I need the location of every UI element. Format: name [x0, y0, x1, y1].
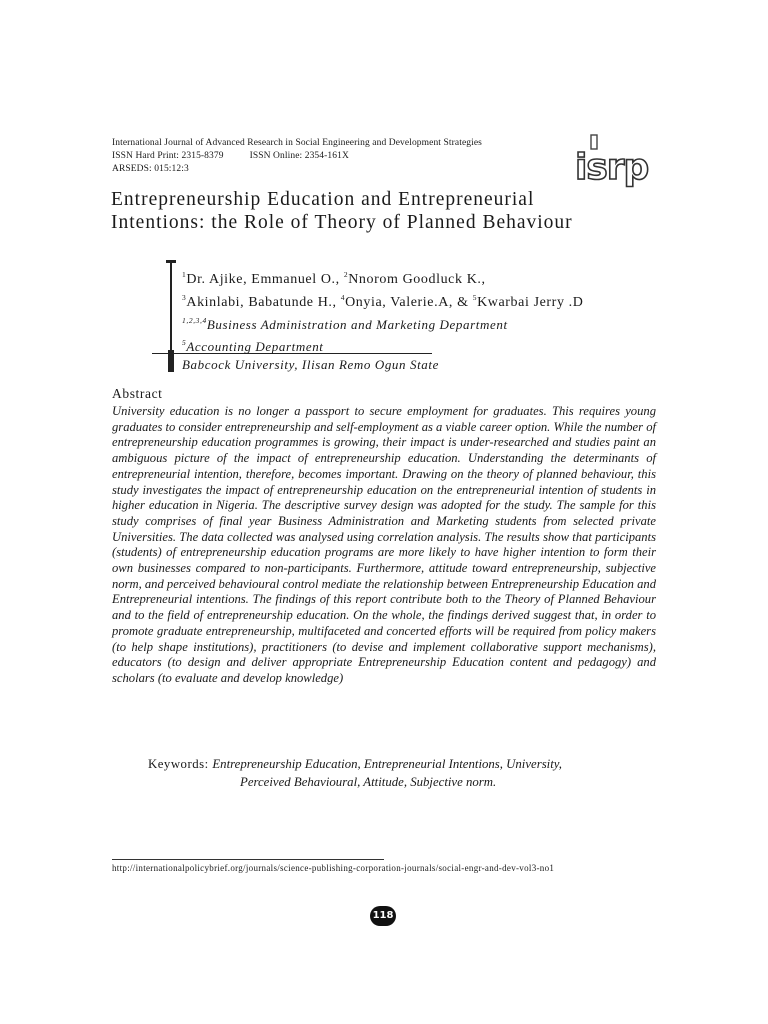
- logo-text: isrp: [575, 147, 649, 188]
- affiliation-text: Babcock University, Ilisan Remo Ogun State: [182, 357, 439, 372]
- page-number-badge: 118: [370, 906, 396, 926]
- isrp-logo: [573, 133, 661, 189]
- abstract-body: University education is no longer a passport to secure employment for graduates. This requires young graduates to consider entrepreneurship and self-employment as a viable career option. While the number of entrepreneurship education programmes is growing, their impact is under-researched and studies paint an ambiguous picture of the impact of entrepreneurship education. Understanding the determinants of entrepreneurial intention, therefore, becomes important. Drawing on the theory of planned behaviour, this study investigates the impact of entrepreneurship education on the entrepreneurial intention of students in higher education in Nigeria. The descriptive survey design was adopted for the study. The sample for this study comprises of final year Business Administration and Marketing students from selected private Universities. The data collected was analysed using correlation analysis. The results show that participants (students) of entrepreneurship education programs are more likely to have higher intention to form their own businesses compared to non-participants. Furthermore, attitude toward entrepreneurship, subjective norm, and perceived behavioural control mediate the relationship between Entrepreneurship Education and Entrepreneurial intentions. The findings of this report contribute both to the Theory of Planned Behaviour and to the field of entrepreneurship education. On the whole, the findings derived suggest that, in order to promote graduate entrepreneurship, multifaceted and concerted efforts will be required from policy makers (to help shape institutions), practitioners (to devise and implement collaborative support mechanisms), educators (to design and deliver appropriate Entrepreneurship Education content and pedagogy) and scholars (to evaluate and develop knowledge): [112, 404, 656, 685]
- author-name: Dr. Ajike, Emmanuel O.,: [186, 272, 344, 287]
- author-sup: 2: [343, 270, 349, 279]
- title-line-1: Entrepreneurship Education and Entrepreneurial: [111, 189, 535, 210]
- keywords-label: Keywords:: [148, 757, 213, 771]
- abstract-heading: Abstract: [112, 386, 163, 401]
- title-line-2: Intentions: the Role of Theory of Planned Behaviour: [111, 212, 573, 233]
- affiliation-text: Business Administration and Marketing Department: [206, 317, 508, 332]
- keywords-line-2: Perceived Behavioural, Attitude, Subjective norm.: [240, 775, 497, 789]
- keywords-block: [148, 755, 638, 791]
- author-line-2: [182, 289, 652, 312]
- affiliation-1: [182, 312, 652, 334]
- issn-print: ISSN Hard Print: 2315-8379: [112, 151, 224, 161]
- affiliation-text: Accounting Department: [186, 339, 324, 354]
- footnote-rule: [112, 859, 384, 860]
- author-sup: 5: [472, 293, 478, 302]
- author-line-1: [182, 266, 652, 289]
- affiliation-sup: 1,2,3,4: [182, 316, 207, 325]
- affiliation-3: [182, 356, 652, 374]
- keywords-line-1: Entrepreneurship Education, Entrepreneurial Intentions, University,: [212, 757, 562, 771]
- issn-row: [112, 150, 572, 163]
- author-block: [182, 266, 652, 374]
- author-rule-end: [168, 350, 174, 372]
- affiliation-sup: 5: [182, 338, 187, 347]
- author-sup: 1: [182, 270, 187, 279]
- author-sup: 4: [340, 293, 346, 302]
- author-name: Nnorom Goodluck K.,: [348, 272, 486, 287]
- author-sup: 3: [182, 293, 187, 302]
- affiliation-2: [182, 334, 652, 356]
- author-name: Akinlabi, Babatunde H.,: [186, 295, 341, 310]
- journal-title: International Journal of Advanced Research in Social Engineering and Development Strategies: [112, 138, 482, 148]
- footnote-url: http://internationalpolicybrief.org/journals/science-publishing-corporation-journals/social-engr-and-dev-vol3-no1: [112, 863, 555, 873]
- arseds-code: ARSEDS: 015:12:3: [112, 164, 189, 174]
- author-name: Onyia, Valerie.A, &: [345, 295, 473, 310]
- author-name: Kwarbai Jerry .D: [477, 295, 584, 310]
- journal-header: [112, 137, 572, 176]
- paper-title: [111, 188, 671, 234]
- issn-online: ISSN Online: 2354-161X: [249, 151, 349, 161]
